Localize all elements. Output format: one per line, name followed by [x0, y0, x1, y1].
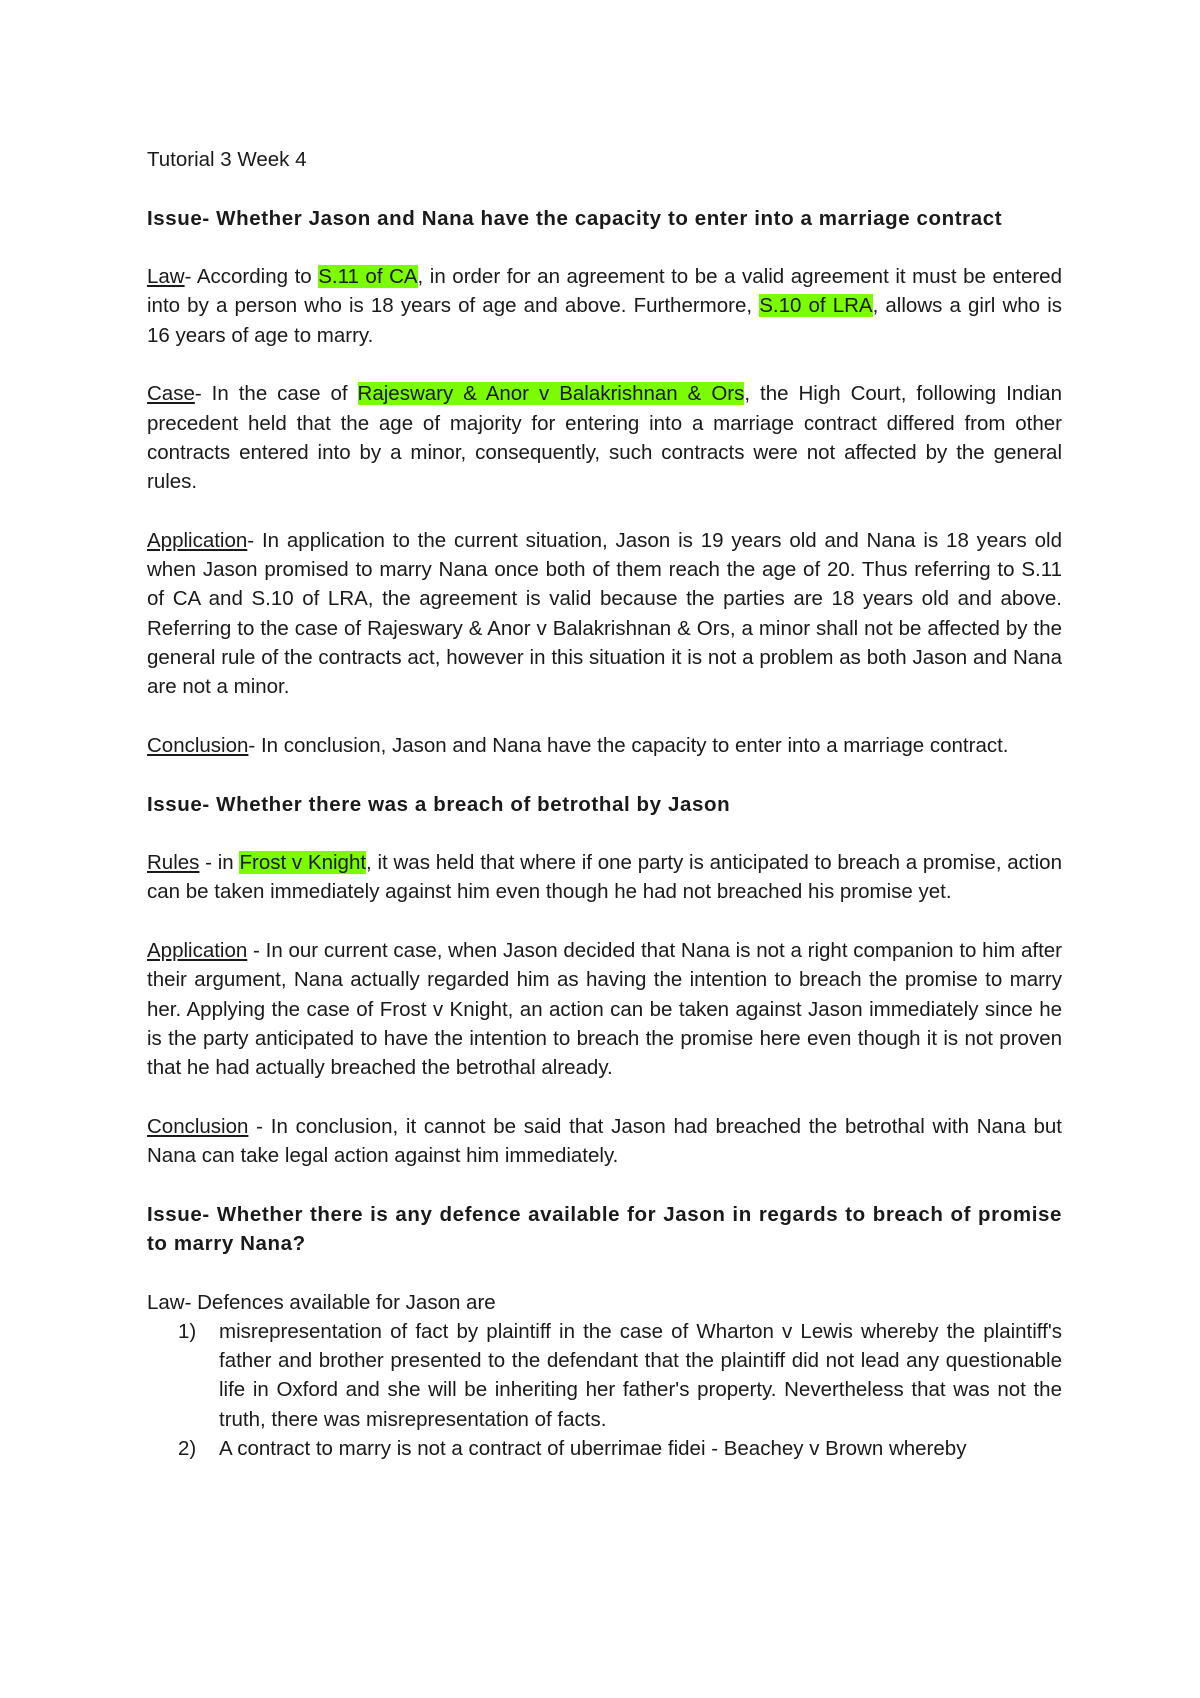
issue-heading-defence: Issue- Whether there is any defence available for Jason in regards to breach of promise to marry Nana?	[147, 1202, 1062, 1255]
application-label: Application	[147, 528, 248, 552]
conclusion-text-1: - In conclusion, Jason and Nana have the capacity to enter into a marriage contract.	[248, 733, 1009, 757]
highlight-rajeswary-case: Rajeswary & Anor v Balakrishnan & Ors	[357, 382, 745, 406]
rules-text-1: - in	[199, 851, 240, 875]
list-item	[178, 1434, 1062, 1463]
defences-list	[147, 1317, 1062, 1463]
issue-heading-breach: Issue- Whether there was a breach of betrothal by Jason	[147, 792, 731, 816]
document-title: Tutorial 3 Week 4	[147, 148, 307, 171]
law-text-2: , in order for an agreement to be a valid agreement it must be entered into by a person who is 18 years of age and above. Furthermore,	[147, 265, 1062, 318]
document-page	[147, 145, 1062, 1463]
list-item-text: misrepresentation of fact by plaintiff in the case of Wharton v Lewis whereby the plaintiff's father and brother presented to the defendant that the plaintiff did not lead any questionable life in Oxford and she will be inheriting her father's property. Nevertheless that was not the truth, there was misrepresentation of facts.	[219, 1319, 1062, 1431]
application-text-1: - In application to the current situation, Jason is 19 years old and Nana is 18 years old when Jason promised to marry Nana once both of them reach the age of 20. Thus referring to S.11 of CA and S.10 of LRA, the agreement is valid because the parties are 18 years old and above. Referring to the case of Rajeswary & Anor v Balakrishnan & Ors, a minor shall not be affected by the general rule of the contracts act, however in this situation it is not a problem as both Jason and Nana are not a minor.	[147, 528, 1062, 699]
law-label: Law	[147, 265, 185, 289]
law-paragraph	[147, 262, 1062, 350]
list-item-number: 1)	[178, 1319, 197, 1343]
rules-text-2: , it was held that where if one party is anticipated to breach a promise, action can be taken immediately against him even though he had not breached his promise yet.	[147, 851, 1062, 904]
highlight-s10-lra: S.10 of LRA	[759, 294, 873, 318]
conclusion-paragraph-1	[147, 731, 1062, 760]
list-item-text: A contract to marry is not a contract of uberrimae fidei - Beachey v Brown whereby	[219, 1437, 967, 1461]
application-paragraph-1	[147, 526, 1062, 702]
case-label: Case	[147, 382, 195, 406]
case-text-2: , the High Court, following Indian precedent held that the age of majority for entering into a marriage contract differed from other contracts entered into by a minor, consequently, such contracts were not affected by the general rules.	[147, 382, 1062, 494]
application-label: Application	[147, 939, 248, 963]
application-paragraph-2	[147, 936, 1062, 1082]
list-item-number: 2)	[178, 1437, 197, 1461]
conclusion-label: Conclusion	[147, 1114, 249, 1138]
conclusion-paragraph-2	[147, 1112, 1062, 1171]
law-defences-intro: Law- Defences available for Jason are	[147, 1290, 496, 1314]
highlight-s11-ca: S.11 of CA	[318, 265, 418, 289]
case-paragraph	[147, 379, 1062, 496]
conclusion-label: Conclusion	[147, 733, 249, 757]
highlight-frost-v-knight: Frost v Knight	[239, 851, 367, 875]
rules-paragraph	[147, 848, 1062, 907]
law-text-3: , allows a girl who is 16 years of age to marry.	[147, 294, 1062, 347]
case-text-1: - In the case of	[194, 382, 358, 406]
application-text-2: - In our current case, when Jason decided that Nana is not a right companion to him after their argument, Nana actually regarded him as having the intention to breach the promise to marry her. Applying the case of Frost v Knight, an action can be taken against Jason immediately since he is the party anticipated to have the intention to breach the promise here even though it is not proven that he had actually breached the betrothal already.	[147, 939, 1062, 1080]
conclusion-text-2: - In conclusion, it cannot be said that Jason had breached the betrothal with Nana but Nana can take legal action against him immediately.	[147, 1114, 1062, 1168]
issue-heading-capacity: Issue- Whether Jason and Nana have the capacity to enter into a marriage contract	[147, 206, 1003, 230]
rules-label: Rules	[147, 851, 200, 875]
law-text-1: - According to	[184, 265, 319, 289]
list-item	[178, 1317, 1062, 1434]
